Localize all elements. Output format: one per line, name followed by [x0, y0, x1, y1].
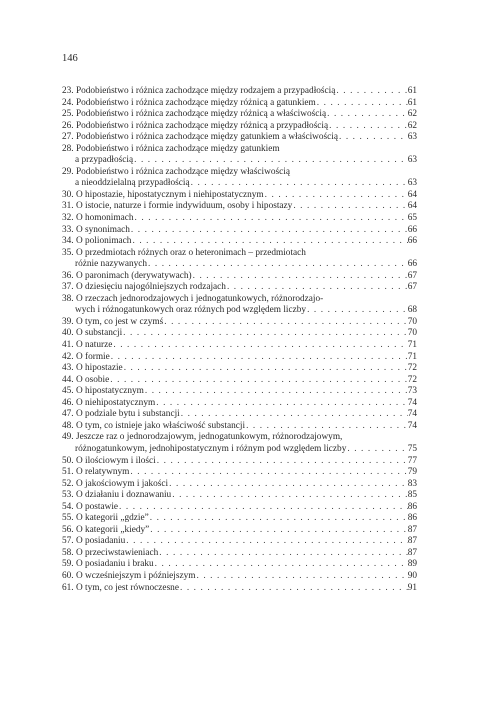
toc-entry-page: 63 [407, 132, 417, 143]
toc-entry-title: 53. O działaniu i doznawaniu [62, 490, 172, 501]
toc-entry-title: 29. Podobieństwo i różnica zachodzące między właściwością [62, 166, 290, 177]
toc-entry-line [62, 248, 417, 260]
toc-entry-title: 39. O tym, co jest w czymś [62, 316, 164, 327]
toc-entry [62, 502, 417, 514]
toc-entry-continuation [62, 444, 417, 456]
toc-entry-title: 40. O substancji [62, 328, 123, 339]
toc-entry-page: 83 [407, 478, 417, 489]
toc-entry-line [62, 386, 417, 398]
toc-entry [62, 282, 417, 294]
dot-leader [346, 444, 407, 456]
toc-entry-line [62, 86, 417, 98]
toc-entry-title: 47. O podziale bytu i substancji [62, 409, 180, 420]
toc-entry-title: 36. O paronimach (derywatywach) [62, 270, 192, 281]
toc-entry-line [62, 583, 417, 595]
table-of-contents [62, 86, 417, 594]
toc-entry [62, 109, 417, 121]
toc-entry-page: 66 [407, 236, 417, 247]
toc-entry-line [62, 409, 417, 421]
toc-entry-title: 24. Podobieństwo i różnica zachodzące między różnicą a gatunkiem [62, 97, 316, 108]
toc-entry-page: 79 [407, 467, 417, 478]
toc-entry [62, 213, 417, 225]
toc-entry [62, 271, 417, 283]
toc-entry [62, 375, 417, 387]
toc-entry-page: 73 [407, 386, 417, 397]
toc-entry-title: 27. Podobieństwo i różnica zachodzące między gatunkiem a właściwością [62, 132, 338, 143]
toc-entry-title: 31. O istocie, naturze i formie indywiduum, osoby i hipostazy [62, 201, 293, 212]
toc-entry-page: 70 [407, 328, 417, 339]
toc-entry-page: 74 [407, 409, 417, 420]
dot-leader [110, 352, 408, 364]
dot-leader [335, 86, 407, 98]
toc-entry-line [62, 340, 417, 352]
toc-entry [62, 421, 417, 433]
toc-entry-title: 59. O posiadaniu i braku [62, 559, 154, 570]
toc-entry-title: 28. Podobieństwo i różnica zachodzące między gatunkiem [62, 143, 280, 154]
dot-leader [306, 305, 408, 317]
dot-leader [149, 525, 407, 537]
dot-leader [125, 536, 407, 548]
toc-entry-title: 34. O polionimach [62, 236, 132, 247]
toc-entry-page: 66 [407, 259, 417, 270]
toc-entry-title: 49. Jeszcze raz o jednorodzajowym, jednogatunkowym, różnorodzajowym, [62, 432, 343, 443]
toc-entry-page: 63 [407, 178, 417, 189]
toc-entry-title: różnogatunkowym, jednohipostatycznym i różnym pod względem liczby [75, 443, 347, 454]
dot-leader [129, 467, 407, 479]
dot-leader [109, 375, 407, 387]
dot-leader [264, 190, 408, 202]
toc-entry-title: 51. O relatywnym [62, 467, 130, 478]
toc-entry-title: 23. Podobieństwo i różnica zachodzące między rodzajem a przypadłością [62, 86, 336, 96]
toc-entry-line [62, 225, 417, 237]
toc-entry-page: 72 [407, 363, 417, 374]
dot-leader [168, 479, 408, 491]
toc-entry [62, 167, 417, 190]
dot-leader [338, 132, 408, 144]
toc-entry-title: 56. O kategorii „kiedy” [62, 524, 150, 535]
toc-entry-title: 57. O posiadaniu [62, 536, 126, 547]
toc-entry-line [62, 236, 417, 248]
toc-entry-page: 62 [407, 109, 417, 120]
toc-entry-line [62, 109, 417, 121]
toc-entry [62, 536, 417, 548]
toc-entry-line [62, 271, 417, 283]
toc-entry [62, 525, 417, 537]
toc-entry-line [62, 282, 417, 294]
toc-entry-page: 63 [407, 155, 417, 166]
toc-entry-title: 45. O hipostatycznym [62, 386, 144, 397]
toc-entry-line [62, 144, 417, 156]
dot-leader [226, 282, 408, 294]
toc-entry-page: 74 [407, 420, 417, 431]
toc-entry-title: 58. O przeciwstawieniach [62, 547, 159, 558]
toc-entry-title: 32. O homonimach [62, 213, 134, 224]
toc-entry [62, 456, 417, 468]
toc-entry-line [62, 571, 417, 583]
toc-entry-title: 43. O hipostazie [62, 363, 123, 374]
toc-entry [62, 294, 417, 317]
dot-leader [155, 398, 407, 410]
toc-entry-line [62, 98, 417, 110]
toc-entry-line [62, 502, 417, 514]
toc-entry-line [62, 513, 417, 525]
toc-entry-page: 86 [407, 501, 417, 512]
toc-entry [62, 409, 417, 421]
dot-leader [123, 363, 408, 375]
dot-leader [192, 271, 408, 283]
toc-entry [62, 479, 417, 491]
dot-leader [131, 236, 407, 248]
dot-leader [180, 409, 408, 421]
toc-entry-title: różnie nazywanych [75, 259, 148, 270]
toc-entry-line [62, 201, 417, 213]
toc-entry [62, 363, 417, 375]
toc-entry [62, 432, 417, 455]
toc-entry-page: 72 [407, 374, 417, 385]
dot-leader [326, 109, 408, 121]
toc-entry-line [62, 479, 417, 491]
toc-entry [62, 571, 417, 583]
toc-entry-continuation [62, 155, 417, 167]
toc-entry-page: 62 [407, 120, 417, 131]
toc-entry-page: 68 [407, 305, 417, 316]
toc-entry-title: 55. O kategorii „gdzie” [62, 513, 149, 524]
dot-leader [163, 317, 407, 329]
toc-entry-page: 61 [407, 86, 417, 96]
toc-entry-title: 46. O niehipostatycznym [62, 397, 156, 408]
toc-entry-line [62, 317, 417, 329]
toc-entry-page: 89 [407, 559, 417, 570]
toc-entry-line [62, 559, 417, 571]
dot-leader [292, 201, 407, 213]
toc-entry [62, 132, 417, 144]
toc-entry-line [62, 121, 417, 133]
toc-entry-page: 64 [407, 201, 417, 212]
toc-entry-line [62, 213, 417, 225]
dot-leader [133, 155, 408, 167]
toc-entry-page: 61 [407, 97, 417, 108]
toc-entry-title: 25. Podobieństwo i różnica zachodzące między różnicą a właściwością [62, 109, 327, 120]
toc-entry [62, 98, 417, 110]
dot-leader [112, 340, 407, 352]
toc-entry-line [62, 190, 417, 202]
toc-entry-line [62, 548, 417, 560]
toc-entry [62, 86, 417, 98]
toc-entry-page: 90 [407, 570, 417, 581]
toc-entry [62, 248, 417, 271]
toc-entry-line [62, 456, 417, 468]
toc-entry-page: 91 [407, 582, 417, 593]
toc-entry [62, 352, 417, 364]
toc-entry-title: 61. O tym, co jest równoczesne [62, 582, 179, 593]
toc-entry-page: 64 [407, 189, 417, 200]
toc-entry [62, 317, 417, 329]
toc-entry-title: 42. O formie [62, 351, 110, 362]
toc-entry-page: 65 [407, 213, 417, 224]
toc-entry [62, 121, 417, 133]
toc-entry-title: 38. O rzeczach jednorodzajowych i jednogatunkowych, różnorodzajo- [62, 293, 324, 304]
toc-entry-title: 30. O hipostazie, hipostatycznym i niehipostatycznym [62, 189, 264, 200]
toc-entry-page: 71 [407, 351, 417, 362]
toc-entry-line [62, 525, 417, 537]
toc-entry-page: 87 [407, 547, 417, 558]
toc-entry-title: 41. O naturze [62, 340, 113, 351]
dot-leader [179, 583, 408, 595]
toc-entry-line [62, 467, 417, 479]
toc-entry [62, 236, 417, 248]
dot-leader [245, 421, 408, 433]
toc-entry [62, 513, 417, 525]
toc-entry-title: a nieoddzielalną przypadłością [75, 178, 190, 189]
dot-leader [156, 456, 408, 468]
toc-entry-line [62, 294, 417, 306]
dot-leader [134, 213, 408, 225]
toc-entry-page: 74 [407, 397, 417, 408]
dot-leader [190, 178, 408, 190]
toc-entry [62, 490, 417, 502]
toc-entry-title: 33. O synonimach [62, 224, 130, 235]
toc-entry-title: a przypadłością [75, 155, 134, 166]
toc-entry-line [62, 375, 417, 387]
toc-entry-title: 44. O osobie [62, 374, 110, 385]
toc-entry [62, 583, 417, 595]
dot-leader [149, 513, 408, 525]
toc-entry-page: 67 [407, 282, 417, 293]
dot-leader [144, 386, 408, 398]
toc-entry-continuation [62, 259, 417, 271]
toc-entry-page: 86 [407, 513, 417, 524]
toc-entry-page: 87 [407, 524, 417, 535]
dot-leader [130, 225, 408, 237]
toc-entry-title: 37. O dziesięciu najogólniejszych rodzajach [62, 282, 226, 293]
dot-leader [147, 259, 408, 271]
dot-leader [195, 571, 407, 583]
dot-leader [171, 490, 407, 502]
toc-entry [62, 225, 417, 237]
toc-entry [62, 548, 417, 560]
toc-entry [62, 398, 417, 410]
toc-entry-line [62, 167, 417, 179]
toc-entry [62, 340, 417, 352]
toc-entry-title: 50. O ilościowym i ilości [62, 455, 156, 466]
toc-entry [62, 386, 417, 398]
toc-entry-line [62, 363, 417, 375]
toc-entry [62, 201, 417, 213]
dot-leader [122, 328, 408, 340]
dot-leader [118, 502, 408, 514]
toc-entry-line [62, 352, 417, 364]
toc-entry-line [62, 490, 417, 502]
page-number: 146 [62, 53, 78, 64]
dot-leader [158, 548, 407, 560]
toc-entry-page: 67 [407, 270, 417, 281]
toc-entry-line [62, 132, 417, 144]
toc-entry-page: 85 [407, 490, 417, 501]
toc-entry-title: wych i różnogatunkowych oraz różnych pod względem liczby [75, 305, 307, 316]
toc-entry-line [62, 398, 417, 410]
toc-entry-page: 70 [407, 316, 417, 327]
toc-entry-page: 75 [407, 443, 417, 454]
toc-entry-line [62, 421, 417, 433]
dot-leader [154, 559, 408, 571]
toc-entry-page: 71 [407, 340, 417, 351]
dot-leader [328, 121, 408, 133]
toc-entry-title: 60. O wcześniejszym i późniejszym [62, 570, 196, 581]
toc-entry [62, 190, 417, 202]
toc-entry-title: 35. O przedmiotach różnych oraz o heteronimach – przedmiotach [62, 247, 306, 258]
toc-entry-title: 48. O tym, co istnieje jako właściwość substancji [62, 420, 246, 431]
toc-entry [62, 328, 417, 340]
toc-entry-page: 66 [407, 224, 417, 235]
toc-entry-continuation [62, 178, 417, 190]
toc-entry-page: 87 [407, 536, 417, 547]
toc-entry-line [62, 328, 417, 340]
toc-entry-page: 77 [407, 455, 417, 466]
dot-leader [316, 98, 408, 110]
toc-entry-title: 52. O jakościowym i jakości [62, 478, 169, 489]
toc-entry [62, 467, 417, 479]
toc-entry-title: 54. O postawie [62, 501, 119, 512]
toc-entry [62, 559, 417, 571]
toc-entry-line [62, 536, 417, 548]
toc-entry-line [62, 432, 417, 444]
toc-entry [62, 144, 417, 167]
toc-entry-title: 26. Podobieństwo i różnica zachodzące między różnicą a przypadłością [62, 120, 329, 131]
toc-entry-continuation [62, 305, 417, 317]
